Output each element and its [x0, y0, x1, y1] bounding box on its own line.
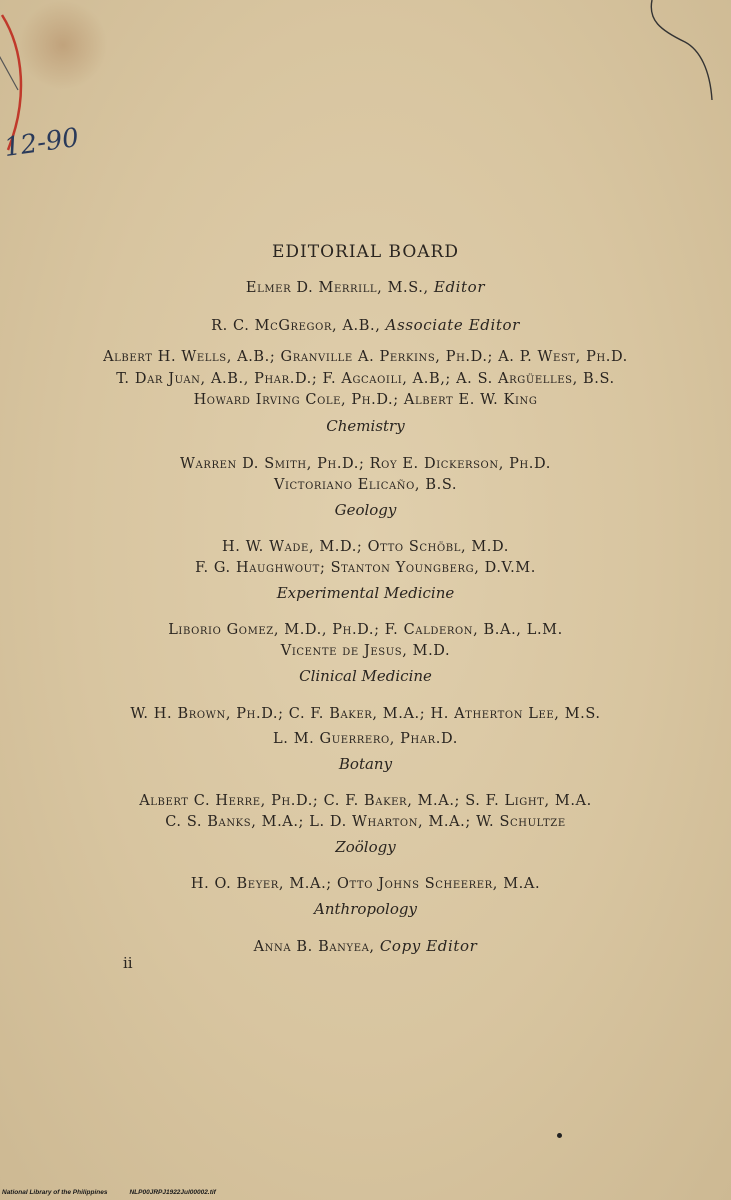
member-line: T. Dar Juan, A.B., Phar.D.; F. Agcaoili, A.B,; A. S. Argüelles, B.S.	[116, 371, 615, 387]
page-title: EDITORIAL BOARD	[272, 242, 459, 262]
copy-editor-name: Anna B. Banyea,	[253, 939, 380, 955]
member-line: Liborio Gomez, M.D., Ph.D.; F. Calderon, B.A., L.M.	[168, 622, 563, 638]
member-line: W. H. Brown, Ph.D.; C. F. Baker, M.A.; H. Atherton Lee, M.S.	[130, 706, 601, 722]
member-line: H. W. Wade, M.D.; Otto Schöbl, M.D.	[222, 539, 509, 555]
member-line: C. S. Banks, M.A.; L. D. Wharton, M.A.; W. Schultze	[165, 814, 566, 830]
handwritten-note: 12-90	[2, 122, 81, 164]
associate-editor-name: R. C. McGregor, A.B.,	[211, 318, 386, 334]
section-field: Anthropology	[314, 900, 417, 918]
section-field: Zoölogy	[335, 838, 396, 856]
member-line: Albert H. Wells, A.B.; Granville A. Perkins, Ph.D.; A. P. West, Ph.D.	[103, 349, 628, 365]
ink-dot	[557, 1133, 562, 1138]
member-line: Warren D. Smith, Ph.D.; Roy E. Dickerson, Ph.D.	[180, 456, 551, 472]
page-corner-tear	[640, 0, 731, 110]
footer-file: NLP00JRPJ1922Jul00002.tif	[129, 1189, 216, 1196]
member-line: H. O. Beyer, M.A.; Otto Johns Scheerer, M.A.	[190, 876, 541, 892]
section-field: Geology	[334, 501, 397, 519]
member-line: Victoriano Elicaño, B.S.	[273, 477, 458, 493]
scan-footer	[2, 1189, 238, 1196]
section-field: Botany	[338, 755, 393, 773]
member-line: Howard Irving Cole, Ph.D.; Albert E. W. King	[193, 392, 538, 408]
copy-editor-role: Copy Editor	[379, 937, 478, 955]
section-field: Experimental Medicine	[276, 584, 455, 602]
editor-line	[0, 278, 731, 296]
section-field: Chemistry	[326, 417, 405, 435]
associate-editor-role: Associate Editor	[385, 316, 520, 334]
footer-library: National Library of the Philippines	[2, 1189, 108, 1196]
member-line: Vicente de Jesus, M.D.	[280, 643, 451, 659]
member-line: L. M. Guerrero, Phar.D.	[273, 731, 458, 747]
editor-name: Elmer D. Merrill, M.S.,	[245, 280, 434, 296]
member-line: F. G. Haughwout; Stanton Youngberg, D.V.M.	[195, 560, 536, 576]
copy-editor-line	[0, 937, 731, 955]
section-field: Clinical Medicine	[299, 667, 432, 685]
associate-editor-line	[0, 316, 731, 334]
page-number: ii	[123, 954, 133, 972]
member-line: Albert C. Herre, Ph.D.; C. F. Baker, M.A.; S. F. Light, M.A.	[139, 793, 592, 809]
editor-role: Editor	[433, 278, 486, 296]
